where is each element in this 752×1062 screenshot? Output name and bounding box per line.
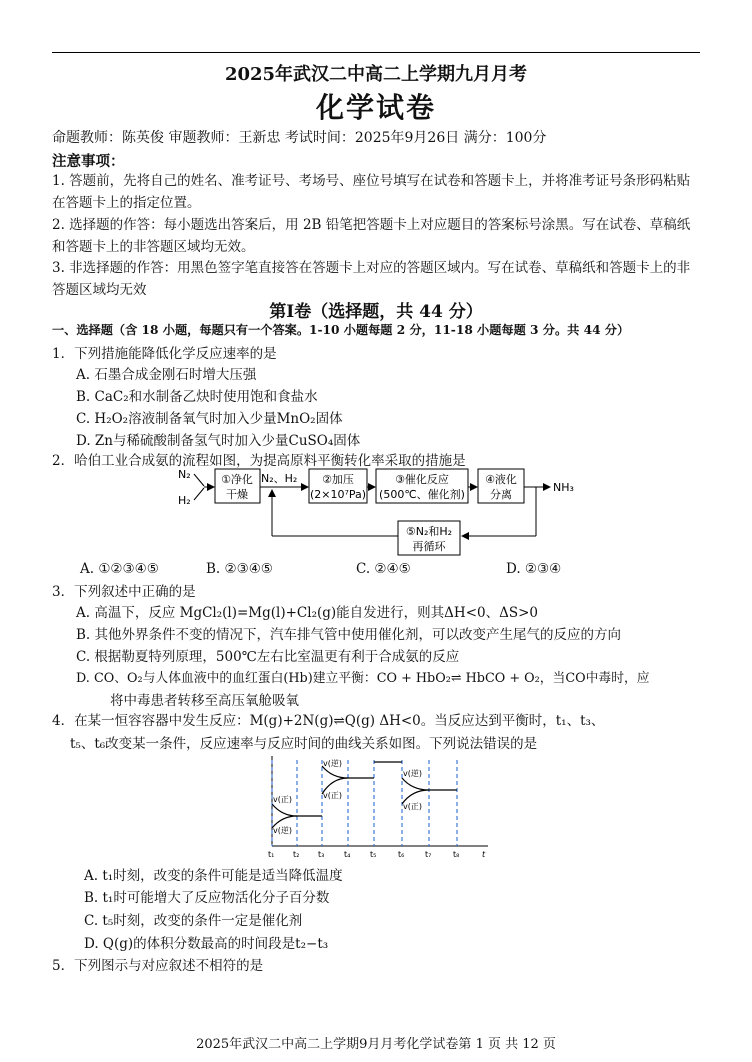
exam-info: 命题教师：陈英俊 审题教师：王新忠 考试时间：2025年9月26日 满分：100分 bbox=[52, 130, 547, 146]
flow-step4b: 分离 bbox=[490, 488, 512, 501]
flow-step1a: ①净化 bbox=[221, 473, 253, 486]
section-instruction: 一、选择题（含 18 小题，每题只有一个答案。1-10 小题每题 2 分，11-18 小题每题 3 分。共 44 分） bbox=[52, 323, 630, 337]
flow-step3b: (500℃、催化剂) bbox=[379, 488, 465, 501]
q4-option-d: D. Q(g)的体积分数最高的时间段是t₂−t₃ bbox=[84, 936, 329, 952]
flow-step2a: ②加压 bbox=[322, 473, 354, 486]
q3-option-d-cont: 将中毒患者转移至高压氧舱吸氧 bbox=[110, 693, 299, 709]
q2-flow-diagram bbox=[160, 464, 600, 558]
q2-option-d: D. ②③④ bbox=[506, 561, 562, 577]
exam-title: 2025年武汉二中高二上学期九月月考 bbox=[224, 64, 528, 85]
graph-label-v-pos-1: v(正) bbox=[273, 795, 292, 804]
flow-mix: N₂、H₂ bbox=[261, 472, 298, 485]
q4-option-c: C. t₅时刻，改变的条件一定是催化剂 bbox=[84, 913, 303, 929]
notice-item-3: 3. 非选择题的作答：用黑色签字笔直接答在答题卡上对应的答题区域内。写在试卷、草稿纸和答题卡上的非答题区域均无效 bbox=[52, 260, 691, 298]
graph-label-v-pos-2: v(正) bbox=[323, 791, 342, 800]
notice-item-2: 2. 选择题的作答：每小题选出答案后，用 2B 铅笔把答题卡上对应题目的答案标号涂黑。写在试卷、草稿纸和答题卡上的非答题区域均无效。 bbox=[52, 217, 691, 255]
q1-option-d: D. Zn与稀硫酸制备氢气时加入少量CuSO₄固体 bbox=[76, 433, 361, 449]
header-rule bbox=[52, 52, 700, 53]
flow-step5a: ⑤N₂和H₂ bbox=[405, 525, 453, 538]
q2-option-c: C. ②④⑤ bbox=[356, 561, 411, 577]
tick-t6: t₆ bbox=[398, 850, 405, 859]
q3-option-c: C. 根据勒夏特列原理，500℃左右比室温更有利于合成氨的反应 bbox=[76, 649, 460, 665]
q3-option-d: D. CO、O₂与人体血液中的血红蛋白(Hb)建立平衡：CO + HbO₂⇌ HbCO + O₂，当CO中毒时，应 bbox=[76, 671, 650, 686]
flow-step4a: ④液化 bbox=[485, 473, 517, 486]
graph-label-v-pos-3: v(正) bbox=[403, 802, 422, 811]
tick-t3: t₃ bbox=[318, 850, 325, 859]
q4-stem-2: t₅、t₆改变某一条件，反应速率与反应时间的曲线关系如图。下列说法错误的是 bbox=[70, 736, 538, 752]
q4-option-b: B. t₁时可能增大了反应物活化分子百分数 bbox=[84, 890, 330, 906]
tick-t7: t₇ bbox=[425, 850, 432, 859]
notice-item-1: 1. 答题前，先将自己的姓名、准考证号、考场号、座位号填写在试卷和答题卡上，并将准考证号条形码粘贴在答题卡上的指定位置。 bbox=[52, 173, 691, 211]
q1-option-c: C. H₂O₂溶液制备氧气时加入少量MnO₂固体 bbox=[76, 411, 343, 427]
q4-rate-graph bbox=[264, 754, 494, 860]
graph-label-v-neg-3: v(逆) bbox=[403, 769, 422, 778]
tick-t2: t₂ bbox=[293, 850, 300, 859]
q2-option-a: A. ①②③④⑤ bbox=[80, 561, 159, 577]
q1-option-b: B. CaC₂和水制备乙炔时使用饱和食盐水 bbox=[76, 389, 318, 405]
q4-stem-1: 4．在某一恒容容器中发生反应：M(g)+2N(g)⇌Q(g) ΔH<0。当反应达到平衡时，t₁、t₃、 bbox=[52, 713, 605, 729]
page-footer: 2025年武汉二中高二上学期9月月考化学试卷第 1 页 共 12 页 bbox=[196, 1037, 556, 1052]
graph-label-v-neg-1: v(逆) bbox=[273, 826, 292, 835]
tick-t8: t₈ bbox=[453, 850, 460, 859]
q3-option-b: B. 其他外界条件不变的情况下，汽车排气管中使用催化剂，可以改变产生尾气的反应的方向 bbox=[76, 627, 622, 643]
q4-option-a: A. t₁时刻，改变的条件可能是适当降低温度 bbox=[84, 868, 343, 884]
q2-stem: 2．哈伯工业合成氨的流程如图，为提高原料平衡转化率采取的措施是 bbox=[52, 453, 466, 469]
flow-step3a: ③催化反应 bbox=[395, 473, 449, 486]
subject-title: 化学试卷 bbox=[315, 91, 436, 124]
flow-step2b: (2×10⁷Pa) bbox=[309, 488, 367, 501]
flow-h2: H₂ bbox=[178, 494, 191, 507]
graph-label-v-neg-2: v(逆) bbox=[323, 759, 342, 768]
axis-t-label: t bbox=[482, 850, 486, 859]
flow-step1b: 干燥 bbox=[226, 488, 248, 501]
tick-t5: t₅ bbox=[370, 850, 377, 859]
flow-step5b: 再循环 bbox=[412, 540, 446, 553]
flow-n2: N₂ bbox=[178, 468, 191, 481]
q1-option-a: A. 石墨合成金刚石时增大压强 bbox=[76, 367, 257, 383]
q1-stem: 1．下列措施能降低化学反应速率的是 bbox=[52, 346, 277, 362]
flow-product: NH₃ bbox=[553, 481, 574, 494]
q3-stem: 3．下列叙述中正确的是 bbox=[52, 584, 196, 600]
tick-t4: t₄ bbox=[344, 850, 351, 859]
section-title: 第Ⅰ卷（选择题，共 44 分） bbox=[269, 302, 483, 322]
q5-stem: 5．下列图示与对应叙述不相符的是 bbox=[52, 958, 264, 974]
q2-option-b: B. ②③④⑤ bbox=[206, 561, 273, 577]
notice-heading: 注意事项： bbox=[52, 153, 125, 170]
tick-t1: t₁ bbox=[268, 850, 275, 859]
q3-option-a: A. 高温下，反应 MgCl₂(l)=Mg(l)+Cl₂(g)能自发进行，则其ΔH<0、ΔS>0 bbox=[76, 605, 538, 621]
